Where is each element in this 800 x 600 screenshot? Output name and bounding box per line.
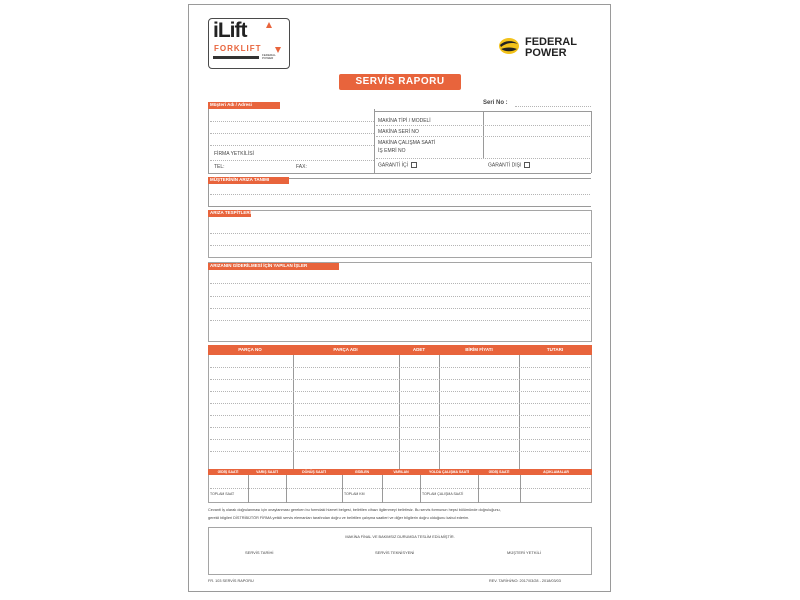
ariza-tanimi-top-line — [289, 178, 591, 179]
garanti-ici-label: GARANTİ İÇİ — [378, 162, 417, 168]
yapilan-isler-line — [210, 296, 590, 297]
machine-line — [376, 136, 590, 137]
toplam-km-label: TOPLAM KM — [344, 492, 365, 496]
time-col-yolda: YOLDA ÇALIŞMA SAATİ — [428, 470, 470, 474]
parts-col-parca-adi: PARÇA ADI — [333, 347, 358, 352]
seri-no-line — [515, 106, 591, 107]
parts-row-line — [210, 379, 590, 380]
federal-power-line2: POWER — [525, 47, 567, 59]
time-row-line — [210, 488, 590, 489]
servis-teknisyeni-label: SERVİS TEKNİSYENİ — [375, 550, 415, 555]
parts-col-divider — [399, 355, 400, 470]
time-col-aciklamalar: AÇIKLAMALAR — [543, 470, 569, 474]
ilift-logo-main: iLift — [213, 19, 247, 42]
customer-line — [210, 121, 374, 122]
parts-col-divider — [519, 355, 520, 470]
servis-tarihi-label: SERVİS TARİHİ — [245, 550, 274, 555]
fax-label: FAX: — [296, 164, 307, 170]
parts-col-divider — [439, 355, 440, 470]
time-col-varis: VARIŞ SAATİ — [256, 470, 278, 474]
parts-row-line — [210, 403, 590, 404]
time-col-divider — [382, 475, 383, 503]
customer-header: Müşteri Adı / Adresi — [208, 102, 280, 109]
ilift-logo — [208, 18, 290, 69]
time-col-donus: DÖNÜŞ SAATİ — [302, 470, 326, 474]
footer-left: FR. 103 SERVİS RAPORU — [208, 579, 254, 583]
parts-col-parca-no: PARÇA NO — [238, 347, 262, 352]
customer-line — [210, 133, 374, 134]
parts-col-adet: ADET — [412, 347, 426, 352]
federal-power-swoosh-icon — [498, 36, 520, 56]
machine-value-divider — [483, 111, 484, 159]
makina-calisma-label: MAKİNA ÇALIŞMA SAATİ — [378, 140, 436, 146]
customer-line — [210, 145, 374, 146]
customer-bottom-line — [208, 173, 591, 174]
is-emri-label: İŞ EMRİ NO — [378, 148, 406, 154]
service-report-form — [188, 4, 611, 592]
time-col-divider — [478, 475, 479, 503]
yapilan-isler-header: ARIZANIN GİDERİLMESİ İÇİN YAPILAN İŞLER — [208, 263, 339, 270]
ariza-tanimi-header: MÜŞTERİNİN ARIZA TANIMI — [208, 177, 289, 184]
signature-top-text: MAKİNA FİNAL VE BAKIMSIZ DURUMDA TESLİM EDİLMİŞTİR. — [345, 535, 455, 539]
time-col-divider — [342, 475, 343, 503]
parts-row-line — [210, 427, 590, 428]
parts-row-line — [210, 367, 590, 368]
customer-line — [210, 160, 374, 161]
time-col-gidis: GİDİŞ SAATİ — [217, 470, 239, 474]
ariza-tespitleri-header: ARIZA TESPİTLERİ — [210, 210, 251, 215]
parts-row-line — [210, 415, 590, 416]
seri-no-label: Seri No : — [483, 100, 508, 106]
yapilan-isler-line — [210, 320, 590, 321]
customer-left-border — [208, 109, 209, 173]
yapilan-isler-line — [210, 308, 590, 309]
firma-yetkilisi-label: FİRMA YETKİLİSİ — [214, 151, 254, 157]
parts-col-birim-fiyati: BİRİM FİYATI — [465, 347, 493, 352]
machine-line — [376, 125, 590, 126]
ariza-tanimi-left-border — [208, 184, 209, 206]
notice-line-2: gerekli bilgileri DİSTRİBÜTÖR FİRMA yetkili servis elemanları tarafından doğru ve belirtilen çalışma saatleri ve diğer bilgilerin doğru olduğunu kabul ederim. — [208, 516, 470, 520]
machine-line — [376, 158, 590, 159]
time-col-divider — [248, 475, 249, 503]
ariza-tanimi-bottom-line — [208, 206, 591, 207]
ilift-logo-bar — [213, 56, 259, 59]
yapilan-isler-box — [208, 262, 592, 342]
garanti-disi-checkbox[interactable] — [524, 162, 530, 168]
time-col-divider — [520, 475, 521, 503]
ilift-logo-tag: FEDERAL POWER — [262, 53, 276, 60]
page-title: SERVİS RAPORU — [339, 74, 461, 90]
customer-divider — [374, 109, 375, 173]
ilift-logo-sub: FORKLIFT — [214, 44, 262, 53]
footer-right: REV. TARİHİ/NO: 2017/03/28 - 2018/03/03 — [489, 579, 561, 583]
ariza-tespitleri-line — [210, 233, 590, 234]
makina-tipi-label: MAKİNA TİPİ / MODELİ — [378, 118, 431, 124]
parts-row-line — [210, 451, 590, 452]
time-col-divider — [286, 475, 287, 503]
parts-col-divider — [293, 355, 294, 470]
garanti-ici-checkbox[interactable] — [411, 162, 417, 168]
parts-row-line — [210, 439, 590, 440]
time-col-gidilen: GİDİLEN — [354, 470, 370, 474]
musteri-yetkili-label: MÜŞTERİ YETKİLİ — [507, 550, 541, 555]
ilift-arrow-up-icon — [266, 22, 272, 28]
time-col-varilan: VARILAN — [393, 470, 409, 474]
toplam-saat-label: TOPLAM SAAT — [210, 492, 235, 496]
ariza-tespitleri-line — [210, 245, 590, 246]
time-col-divider — [420, 475, 421, 503]
notice-line-1: Cevanti İş olarak doğrulanması için onaylanması gereken bu formdaki hizmet belgesi, belirtilen cihazı ilgilenmeyi belirtirsiz. Bu servis formunun hepsi bölümünde doğruluğunu, — [208, 508, 501, 512]
ariza-tanimi-line — [210, 194, 590, 195]
makina-seri-label: MAKİNA SERİ NO — [378, 129, 419, 135]
federal-power-logo — [498, 34, 608, 60]
parts-col-tutari: TUTARI — [546, 347, 564, 352]
toplam-calisma-label: TOPLAM ÇALIŞMA SAATİ — [422, 492, 464, 496]
machine-right-border — [591, 111, 592, 173]
federal-power-line1: FEDERAL — [525, 36, 577, 48]
ariza-tespitleri-box — [208, 210, 592, 258]
tel-label: TEL: — [214, 164, 225, 170]
garanti-disi-label: GARANTİ DIŞI — [488, 162, 530, 168]
parts-row-line — [210, 391, 590, 392]
time-col-gidis2: GİDİŞ SAATİ — [488, 470, 510, 474]
yapilan-isler-line — [210, 283, 590, 284]
